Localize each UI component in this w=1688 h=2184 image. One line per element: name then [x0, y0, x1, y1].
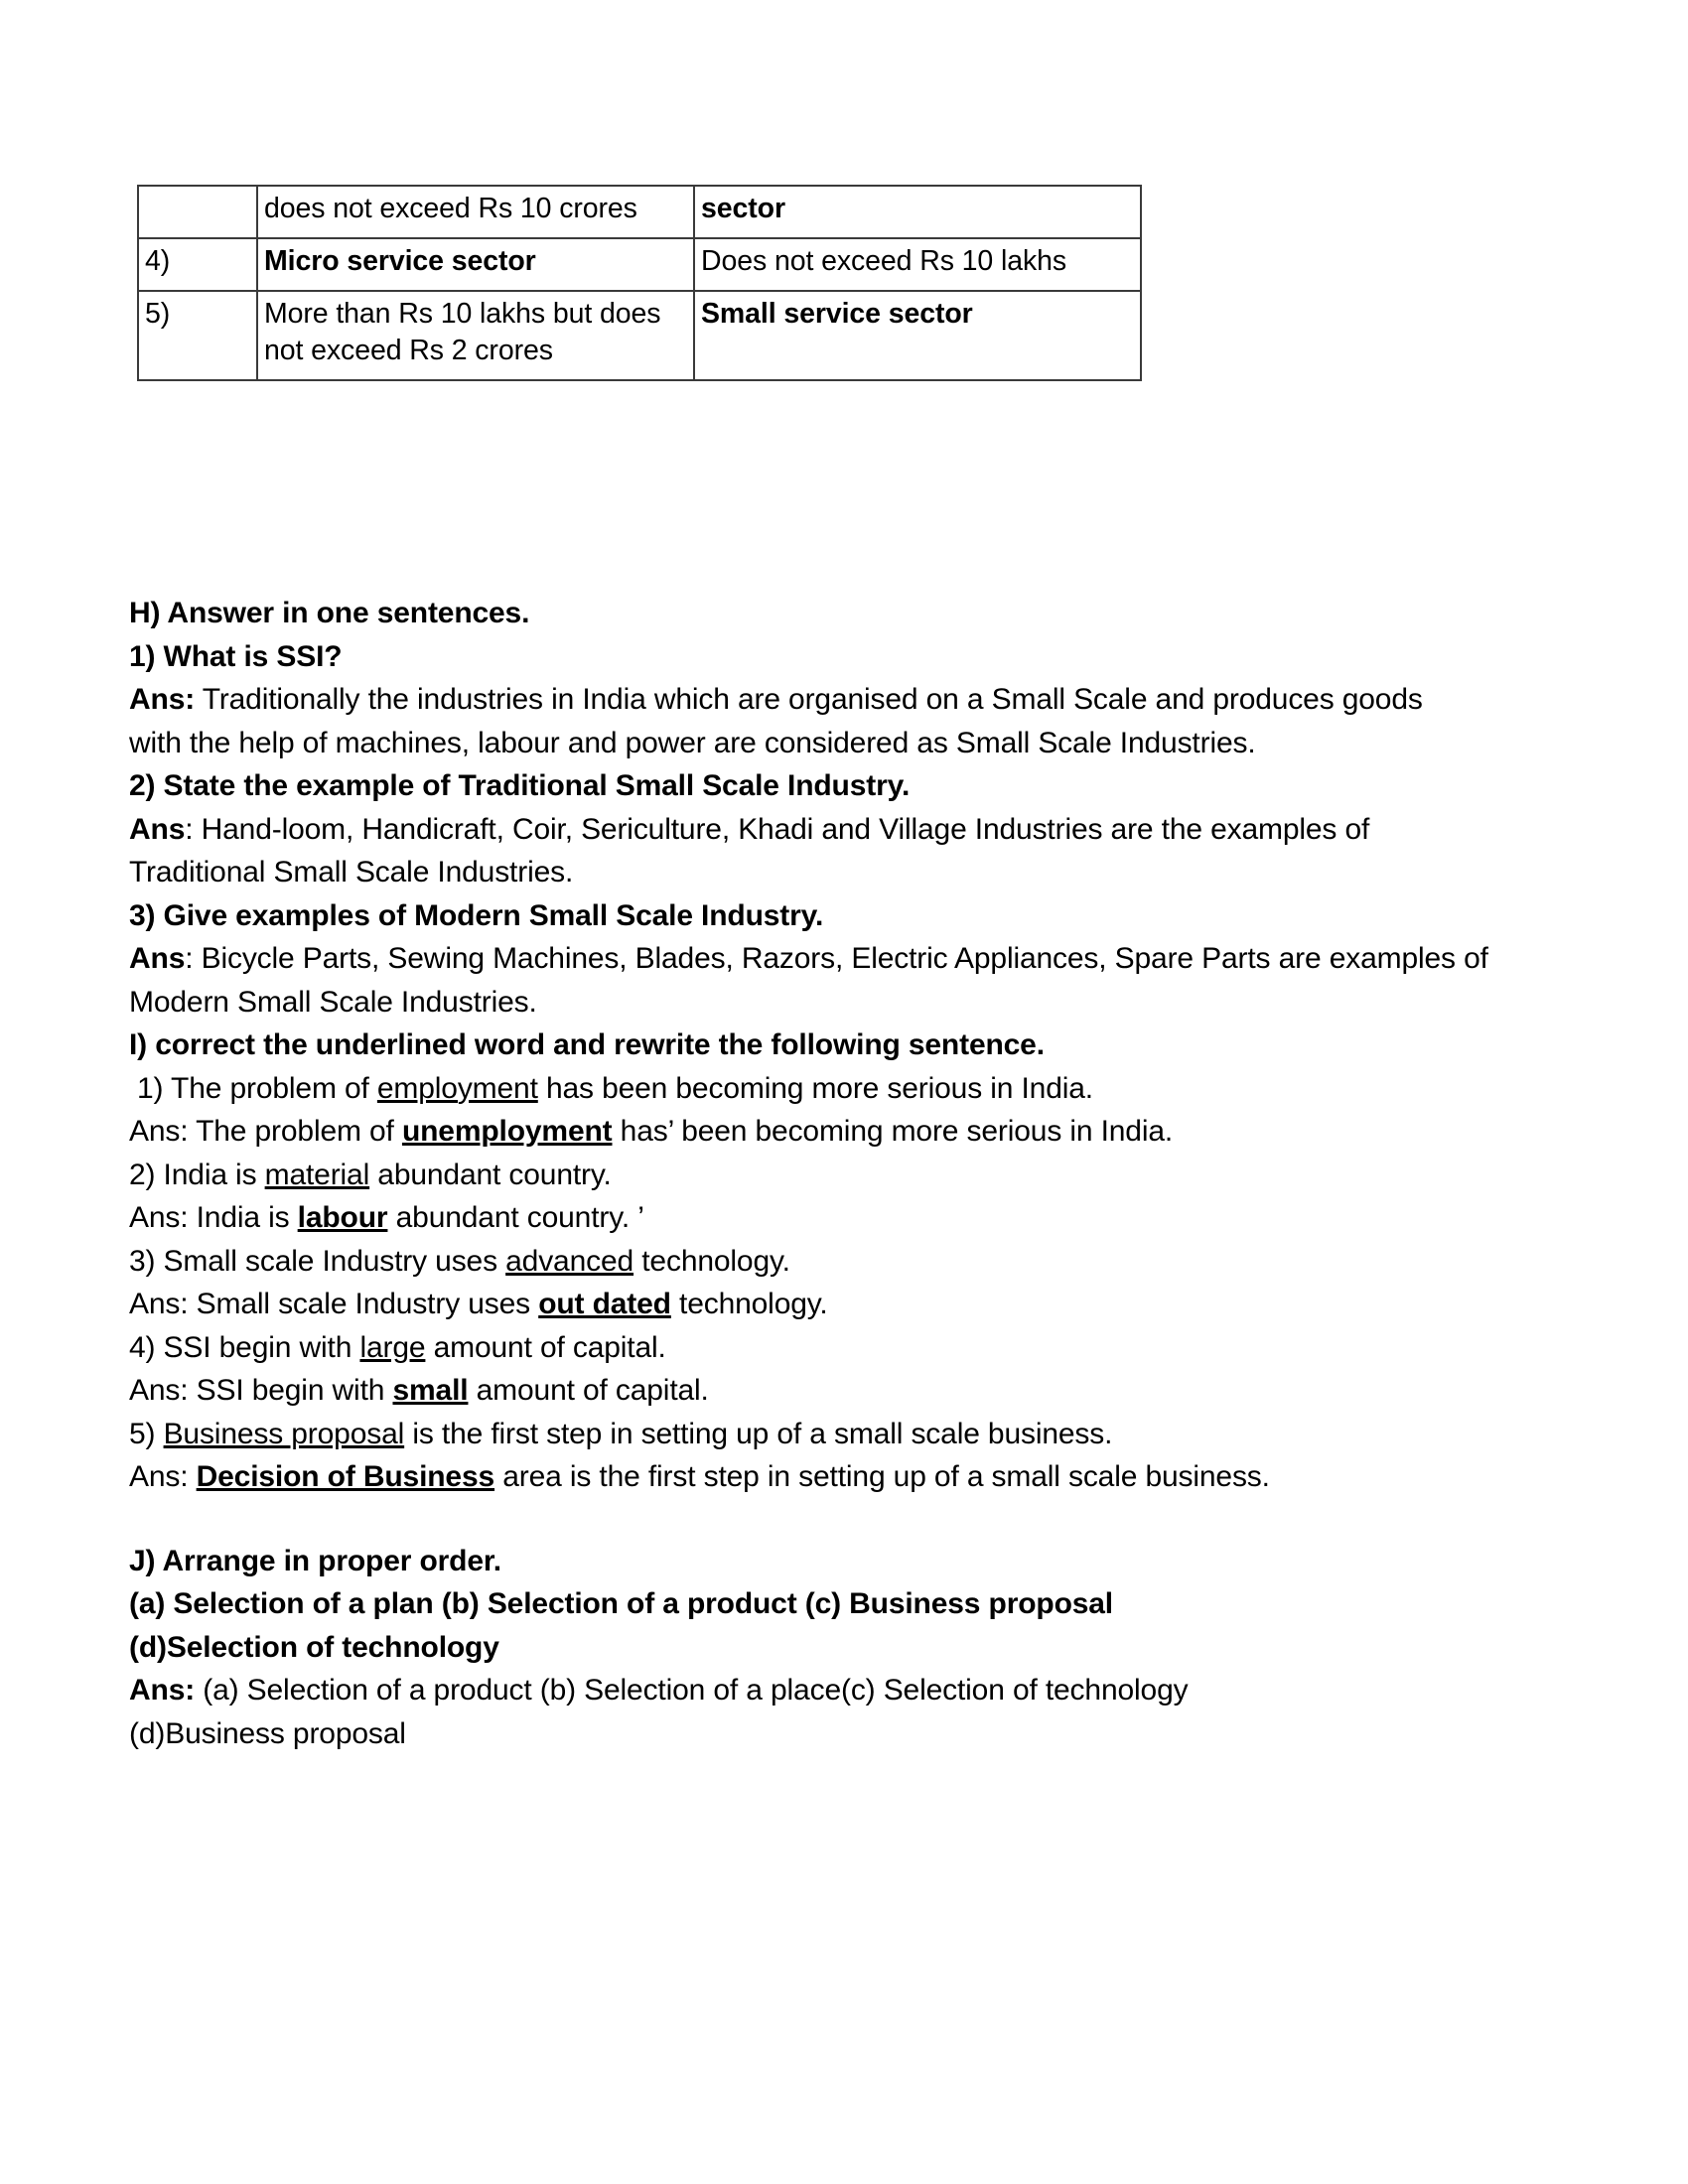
answer-i2 [129, 1196, 1539, 1240]
section-j-heading: J) Arrange in proper order. [129, 1544, 501, 1577]
answer-j-line-2: (d)Business proposal [129, 1716, 406, 1750]
table-cell-description: Does not exceed Rs 10 lakhs [694, 238, 1141, 291]
answer-i4 [129, 1369, 1539, 1413]
classification-table-wrapper [137, 185, 1140, 381]
answer-prefix: Ans: Small scale Industry uses [129, 1288, 539, 1320]
answer-suffix: abundant country. ’ [387, 1201, 644, 1234]
answer-h2 [129, 808, 1509, 894]
section-j-options-line-2: (d)Selection of technology [129, 1630, 499, 1664]
answer-prefix: Ans: SSI begin with [129, 1374, 393, 1407]
underlined-word: employment [376, 1071, 538, 1105]
sentence-i5 [129, 1413, 1539, 1456]
answer-prefix: Ans: The problem of [129, 1115, 402, 1148]
underlined-word: advanced [505, 1244, 634, 1278]
table-row [138, 186, 1141, 238]
section-h-heading: H) Answer in one sentences. [129, 597, 530, 629]
answer-label: Ans: [129, 1674, 196, 1706]
sentence-suffix: is the first step in setting up of a small scale business. [404, 1417, 1113, 1450]
table-cell-category: Small service sector [694, 291, 1141, 380]
document-body [129, 592, 1539, 1755]
question-h2: 2) State the example of Traditional Small Scale Industry. [129, 769, 911, 802]
corrected-word: out dated [538, 1288, 671, 1320]
sentence-prefix: 2) India is [129, 1158, 265, 1191]
corrected-word: small [392, 1374, 469, 1407]
answer-j-line-1 [129, 1669, 1539, 1712]
table-cell-description: More than Rs 10 lakhs but does not exceed Rs 2 crores [257, 291, 694, 380]
table-cell-category: Micro service sector [257, 238, 694, 291]
answer-label: Ans: [129, 683, 196, 716]
sentence-prefix: 4) SSI begin with [129, 1330, 360, 1364]
sentence-prefix: 1) The problem of [137, 1071, 377, 1105]
answer-h1 [129, 678, 1440, 764]
answer-suffix: has’ been becoming more serious in India. [612, 1115, 1174, 1148]
table-cell-number: 4) [138, 238, 257, 291]
answer-h3 [129, 937, 1519, 1024]
underlined-word: Business proposal [163, 1417, 405, 1450]
table-cell-number [138, 186, 257, 238]
table-cell-number: 5) [138, 291, 257, 380]
answer-text: Traditionally the industries in India which are organised on a Small Scale and produces goods with the help of machines, labour and power are considered as Small Scale Industries. [129, 683, 1423, 759]
answer-label: Ans [129, 942, 186, 975]
table-cell-description: does not exceed Rs 10 crores [257, 186, 694, 238]
sentence-prefix: 3) Small scale Industry uses [129, 1244, 506, 1278]
answer-i5 [129, 1455, 1539, 1499]
answer-prefix: Ans: [129, 1460, 197, 1493]
corrected-word: Decision of Business [196, 1460, 495, 1493]
sentence-prefix: 5) [129, 1417, 164, 1450]
corrected-word: labour [297, 1201, 388, 1234]
sentence-i3 [129, 1240, 1539, 1284]
sentence-suffix: amount of capital. [425, 1330, 666, 1364]
section-spacer [129, 1499, 1539, 1540]
table-cell-category: sector [694, 186, 1141, 238]
underlined-word: material [264, 1158, 370, 1191]
section-i-heading: I) correct the underlined word and rewrite the following sentence. [129, 1028, 1045, 1061]
answer-prefix: Ans: India is [129, 1201, 298, 1234]
answer-text: : Hand-loom, Handicraft, Coir, Sericulture, Khadi and Village Industries are the examples of Traditional Small Scale Industries. [129, 812, 1370, 888]
corrected-word: unemployment [401, 1115, 613, 1148]
answer-label: Ans [129, 812, 186, 846]
sentence-suffix: abundant country. [369, 1158, 612, 1191]
answer-text: (a) Selection of a product (b) Selection of a place(c) Selection of technology [195, 1674, 1189, 1706]
sentence-i1 [129, 1067, 1539, 1111]
answer-i3 [129, 1283, 1539, 1326]
answer-suffix: amount of capital. [468, 1374, 709, 1407]
classification-table [137, 185, 1142, 381]
table-row [138, 291, 1141, 380]
table-row [138, 238, 1141, 291]
question-h1: 1) What is SSI? [129, 639, 343, 673]
answer-i1 [129, 1110, 1539, 1154]
answer-suffix: area is the first step in setting up of a small scale business. [494, 1460, 1270, 1493]
question-h3: 3) Give examples of Modern Small Scale Industry. [129, 898, 824, 932]
section-j-options-line-1: (a) Selection of a plan (b) Selection of a product (c) Business proposal [129, 1587, 1113, 1620]
sentence-suffix: technology. [633, 1244, 790, 1278]
answer-text: : Bicycle Parts, Sewing Machines, Blades, Razors, Electric Appliances, Spare Parts are examples of Modern Small Scale Industries. [129, 942, 1488, 1019]
underlined-word: large [359, 1330, 426, 1364]
sentence-i4 [129, 1326, 1539, 1370]
sentence-i2 [129, 1154, 1539, 1197]
sentence-suffix: has been becoming more serious in India. [537, 1071, 1093, 1105]
answer-suffix: technology. [670, 1288, 828, 1320]
